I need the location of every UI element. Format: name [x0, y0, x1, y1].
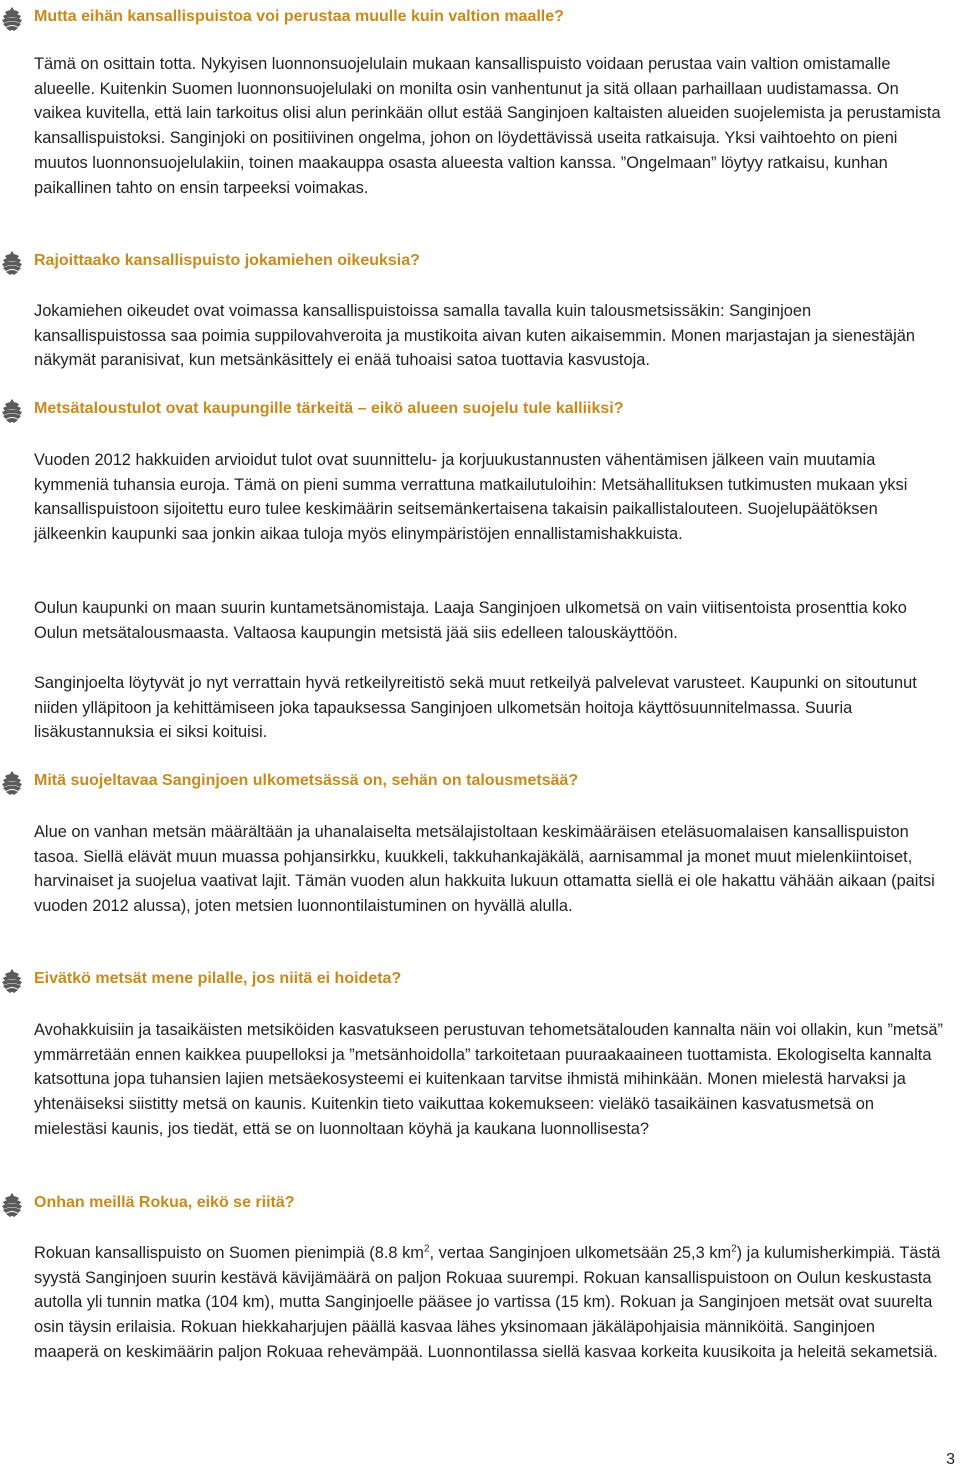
answer-paragraph-rokua [34, 1241, 944, 1365]
superscript-2: 2 [423, 1243, 430, 1255]
question-heading: Onhan meillä Rokua, eikö se riitä? [34, 1194, 295, 1211]
question-heading: Eivätkö metsät mene pilalle, jos niitä ei hoideta? [34, 970, 402, 987]
section-kansallispuisto-maa [0, 6, 960, 32]
question-heading: Mitä suojeltavaa Sanginjoen ulkometsässä on, sehän on talousmetsää? [34, 772, 579, 789]
question-heading: Mutta eihän kansallispuistoa voi perustaa muulle kuin valtion maalle? [34, 8, 564, 25]
pine-cone-icon [0, 1192, 24, 1218]
section-metsataloustulot [0, 398, 960, 424]
pine-cone-icon [0, 398, 24, 424]
superscript-2: 2 [731, 1243, 737, 1255]
rokua-text-3: ) ja kulumisherkimpiä. Tästä syystä Sanginjoen suurin kestävä kävijämäärä on paljon Rokuaa suurempi. Rokuan kansallispuistoon on Oulun keskustasta autolla yli tunnin matka (104 km), mutta Sanginjoelle pääsee jo vartissa (15 km). Rokuan ja Sanginjoen metsät ovat suurelta osin täysin erilaisia. Rokuan hiekkaharjujen päällä kasvaa lähes yksinomaan jäkäläpohjaisia männiköitä. Sanginjoen maaperä on keskimäärin paljon Rokuaa rehevämpää. Luonnontilassa siellä kasvaa korkeita kuusikoita ja heleitä sekametsiä. [34, 1244, 941, 1361]
pine-cone-icon [0, 6, 24, 32]
pine-cone-icon [0, 250, 24, 276]
question-heading-row [0, 1192, 960, 1218]
section-metsat-pilalle [0, 968, 960, 994]
answer-paragraph: Avohakkuisiin ja tasaikäisten metsiköiden kasvatukseen perustuvan tehometsätalouden kannalta näin voi ollakin, kun ”metsä” ymmärretään ennen kaikkea puupelloksi ja ”metsänhoidolla” tarkoitetaan puuraakaaineen tuottamista. Ekologiselta kannalta katsottuna jopa tuhansien lajien metsäekosysteemi ei kuitenkaan tarvitse ihmistä mihinkään. Monen mielestä harvaksi ja yhtenäiseksi siistitty metsä on kaunis. Kuitenkin tieto vaikuttaa kokemukseen: vieläkö tasaikäinen kasvatusmetsä on mielestäsi kaunis, jos tiedät, että se on luonnoltaan köyhä ja kaukana luonnollisesta? [34, 1021, 943, 1138]
question-heading-row [0, 770, 960, 796]
answer-paragraph: Sanginjoelta löytyvät jo nyt verrattain hyvä retkeilyreitistö sekä muut retkeilyä palvelevat varusteet. Kaupunki on sitoutunut niiden ylläpitoon ja kehittämiseen joka tapauksessa Sanginjoen ulkometsän hoitoja käyttösuunnitelmassa. Suuria lisäkustannuksia ei siksi koituisi. [34, 674, 917, 742]
question-heading-row [0, 398, 960, 424]
question-heading-row [0, 6, 960, 32]
answer-paragraph: Alue on vanhan metsän määrältään ja uhanalaiselta metsälajistoltaan keskimääräisen eteläsuomalaisen kansallispuiston tasoa. Siellä elävät muun muassa pohjansirkku, kuukkeli, takkuhankajäkälä, aarnisammal ja monet muut mielenkiintoiset, harvinaiset ja suojelua vaativat lajit. Tämän vuoden alun hakkuita lukuun ottamatta siellä ei ole hakattu vähään aikaan (paitsi vuoden 2012 alussa), joten metsien luonnontilaistuminen on hyvällä alulla. [34, 823, 935, 916]
answer-paragraph: Vuoden 2012 hakkuiden arvioidut tulot ovat suunnittelu- ja korjuukustannusten vähentämisen jälkeen vain muutamia kymmeniä tuhansia euroja. Tämä on pieni summa verrattuna matkailutuloihin: Metsähallituksen tutkimusten mukaan yksi kansallispuistoon sijoitettu euro tulee keskimäärin seitsemänkertaisena takaisin paikallistalouteen. Suojelupäätöksen jälkeenkin kaupunki saa jonkin aikaa tuloja myös elinympäristöjen ennallistamishakkuista. [34, 451, 908, 544]
question-heading-row [0, 968, 960, 994]
answer-paragraph: Jokamiehen oikeudet ovat voimassa kansallispuistoissa samalla tavalla kuin talousmetsissäkin: Sanginjoen kansallispuistossa saa poimia suppilovahveroita ja mustikoita aivan kuten aikaisemmin. Monen marjastajan ja sienestäjän näkymät paranisivat, kun metsänkäsittely ei enää tuhoaisi satoa tuottavia kasvustoja. [34, 302, 915, 370]
page-number: 3 [946, 1451, 955, 1468]
pine-cone-icon [0, 770, 24, 796]
section-jokamiehen-oikeudet [0, 250, 960, 276]
answer-paragraph: Tämä on osittain totta. Nykyisen luonnonsuojelulain mukaan kansallispuisto voidaan perustaa vain valtion omistamalle alueelle. Kuitenkin Suomen luonnonsuojelulaki on monilta osin vanhentunut ja sitä ollaan parhaillaan uudistamassa. On vaikea kuvitella, että lain tarkoitus olisi alun perinkään ollut estää Sanginjoen kaltaisten alueiden suojelemista ja perustamista kansallispuistoksi. Sanginjoki on positiivinen ongelma, johon on löydettävissä useita ratkaisuja. Yksi vaihtoehto on pieni muutos luonnonsuojelulakiin, toinen maakauppa osasta alueesta valtion kanssa. ”Ongelmaan” löytyy ratkaisu, kunhan paikallinen tahto on ensin tarpeeksi voimakas. [34, 55, 941, 197]
answer-paragraph: Oulun kaupunki on maan suurin kuntametsänomistaja. Laaja Sanginjoen ulkometsä on vain viitisentoista prosenttia koko Oulun metsätalousmaasta. Valtaosa kaupungin metsistä jää siis edelleen talouskäyttöön. [34, 599, 907, 642]
question-heading-row [0, 250, 960, 276]
question-heading: Rajoittaako kansallispuisto jokamiehen oikeuksia? [34, 252, 420, 269]
section-rokua [0, 1192, 960, 1218]
rokua-text-2: , vertaa Sanginjoen ulkometsään 25,3 km [429, 1244, 732, 1262]
pine-cone-icon [0, 968, 24, 994]
question-heading: Metsätaloustulot ovat kaupungille tärkeitä – eikö alueen suojelu tule kalliiksi? [34, 400, 624, 417]
rokua-text-1: Rokuan kansallispuisto on Suomen pienimpiä (8.8 km [34, 1244, 424, 1262]
section-suojeltavaa [0, 770, 960, 796]
